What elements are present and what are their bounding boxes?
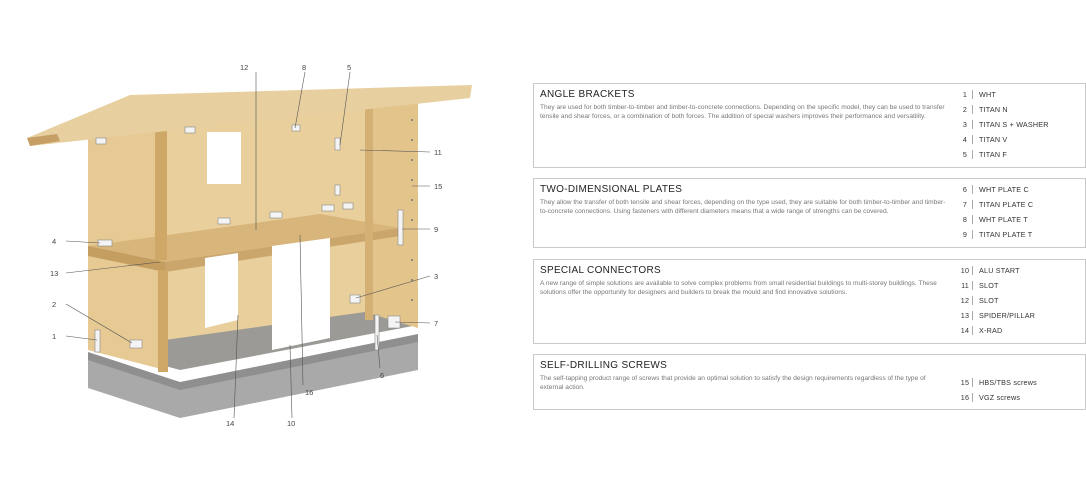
callout-4: 4 (52, 237, 57, 246)
panel-description: The self-tapping product range of screws that provide an optimal solution to satisfy the design requirements regardless of the type of external action. (540, 375, 926, 391)
callout-9: 9 (434, 225, 439, 234)
list-item: 10 ALU START (958, 263, 1083, 278)
callout-6: 6 (380, 371, 385, 380)
list-item: 15 HBS/TBS screws (958, 375, 1083, 390)
panel-angle-brackets (533, 83, 1086, 168)
product-list (958, 375, 1083, 405)
panel-description: They are used for both timber-to-timber and timber-to-concrete connections. Depending on the specific model, they can be used to transfer tensile and shear forces, or a combination of both forces. The addition of special washers improves their performance and versatility. (540, 104, 945, 120)
callout-1: 1 (52, 332, 57, 341)
list-item: 6 WHT PLATE C (958, 182, 1083, 197)
door-opening (205, 253, 238, 328)
column-right (365, 100, 373, 320)
callout-5: 5 (347, 63, 352, 72)
list-item: 3 TITAN S + WASHER (958, 117, 1083, 132)
list-item: 13 SPIDER/PILLAR (958, 308, 1083, 323)
list-item: 11 SLOT (958, 278, 1083, 293)
callout-11: 11 (434, 148, 442, 157)
callout-15: 15 (434, 182, 443, 191)
product-list (958, 87, 1083, 162)
list-item: 4 TITAN V (958, 132, 1083, 147)
list-item: 16 VGZ screws (958, 390, 1083, 405)
list-item: 1 WHT (958, 87, 1083, 102)
list-item: 2 TITAN N (958, 102, 1083, 117)
product-list (958, 182, 1083, 242)
callout-3: 3 (434, 272, 439, 281)
callout-12: 12 (240, 63, 249, 72)
callout-2: 2 (52, 300, 57, 309)
list-item: 9 TITAN PLATE T (958, 227, 1083, 242)
callout-13: 13 (50, 269, 59, 278)
callout-10: 10 (287, 419, 296, 428)
column (155, 112, 167, 260)
panel-special-connectors (533, 259, 1086, 344)
list-item: 8 WHT PLATE T (958, 212, 1083, 227)
callout-8: 8 (302, 63, 307, 72)
panel-two-dimensional-plates (533, 178, 1086, 248)
panel-self-drilling-screws (533, 354, 1086, 410)
panel-title: SPECIAL CONNECTORS (540, 265, 661, 276)
callout-16: 16 (305, 388, 314, 397)
callout-14: 14 (226, 419, 235, 428)
list-item: 12 SLOT (958, 293, 1083, 308)
panel-title: SELF-DRILLING SCREWS (540, 360, 668, 371)
product-list (958, 263, 1083, 338)
list-item: 5 TITAN F (958, 147, 1083, 162)
window (207, 132, 241, 184)
panel-title: TWO-DIMENSIONAL PLATES (540, 184, 683, 195)
callout-7: 7 (434, 319, 439, 328)
list-item: 14 X-RAD (958, 323, 1083, 338)
building-diagram (0, 0, 500, 480)
panel-description: They allow the transfer of both tensile and shear forces, depending on the type used, they are suitable for both timber-to-timber and timber-to-concrete connections. Using fasteners with different diameters means that a wide range of strengths can be covered. (540, 199, 946, 215)
column-lower (158, 270, 168, 372)
panel-title: ANGLE BRACKETS (540, 89, 635, 100)
list-item: 7 TITAN PLATE C (958, 197, 1083, 212)
panel-description: A new range of simple solutions are available to solve complex problems from small residential buildings to multi-storey buildings. These solutions offer the opportunity for designers and builders to break the mould and find innovative solutions. (540, 280, 937, 296)
